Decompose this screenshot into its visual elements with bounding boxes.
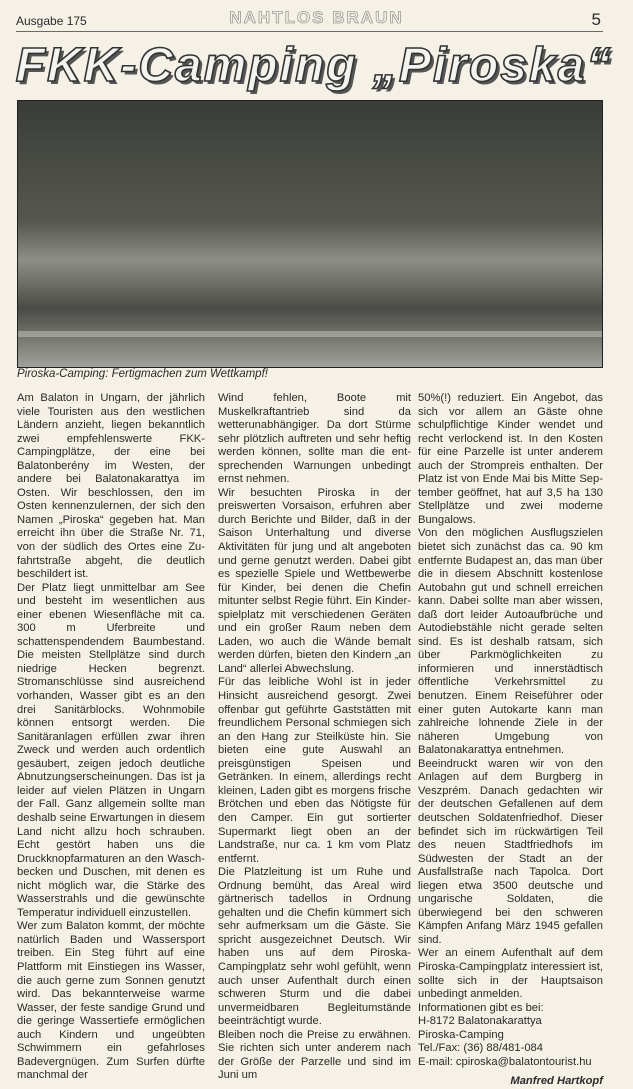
issue-label: Ausgabe 175 [16, 14, 87, 28]
publication-name: NAHTLOS BRAUN [229, 8, 404, 27]
page-number: 5 [591, 10, 601, 29]
paragraph: Wind fehlen, Boote mit Muskelkraftantrieb sind da wetterunabhängiger. Da dort Stürme sehr plötzlich auftreten und sehr heftig werden können, sollte man die entsprechenden Warnungen unbedingt ernst nehmen. [218, 392, 411, 486]
info-phone: Tel./Fax: (36) 88/481-084 [418, 1042, 543, 1055]
article-title: FKK-Camping „Piroska“ [15, 39, 613, 92]
photo-pier [18, 331, 602, 337]
paragraph: Wir besuchten Piroska in der preiswerten Vorsaison, erfuhren aber durch Berichte und Bilder, daß in der Saison Unterhaltung und diverse Aktivitäten für jung und alt angeboten und gerne genutzt werden. Dabei gibt es spezielle Spiele und Wettbewerbe für Kinder, bei denen die Chefin mitunter selbst Regie führt. Ein Kinderspielplatz mit verschiedenen Geräten und ein großer Raum neben dem Laden, wo auch die Wände bemalt werden dürfen, bieten den Kindern „an Land“ allerlei Abwechslung. [218, 486, 411, 675]
paragraph: Wer zum Balaton kommt, der möchte natürlich Baden und Wassersport treiben. Ein Steg führt auf eine Plattform mit Einstiegen ins Wasser, die auch gerne zum Sonnen genutzt wird. Das bekannterweise warme Wasser, der feste sandige Grund und die geringe Wassertiefe ermöglichen auch Kindern und ungeübten Schwimmern ein gefahrloses Badevergnügen. Zum Surfen dürfte manchmal der [17, 920, 205, 1082]
text-column-1 [17, 392, 205, 1083]
contact-info [418, 1002, 603, 1070]
info-email: E-mail: cpiroska@balatontourist.hu [418, 1055, 592, 1068]
paragraph: Am Balaton in Ungarn, der jährlich viele Touristen aus den westlichen Ländern anzieht, liegen bekanntlich zwei empfehlenswerte FKK-Campingplätze, der eine bei Balatonberény im Westen, der andere bei Balatonakarattya im Osten. Wir beschlossen, den im Osten kennenzulernen, der sich den Namen „Piroska“ gegeben hat. Man erreicht ihn über die Straße Nr. 71, von der südlich des Ortes eine Zufahrtstraße abgeht, die deutlich beschildert ist. [17, 392, 205, 581]
text-column-2 [218, 392, 411, 1083]
paragraph: Bleiben noch die Preise zu erwähnen. Sie richten sich unter anderem nach der Größe der Parzelle und sind im Juni um [218, 1028, 411, 1082]
info-line: Informationen gibt es bei: [418, 1001, 544, 1014]
paragraph: Der Platz liegt unmittelbar am See und besteht im wesentlichen aus einer ebenen Wiesenfläche mit ca. 300 m Uferbreite und schattenspendendem Baumbestand. Die meisten Stellplätze sind durch niedrige Hecken begrenzt. Stromanschlüsse sind ausreichend vorhanden, Wasser gibt es an den drei Sanitärblocks. Wohnmobile können entsorgt werden. Die Sanitäranlagen erfüllen zwar ihren Zweck und werden auch ordentlich gesäubert, zeigen jedoch deutliche Abnutzungserscheinungen. Das ist ja leider auf vielen Plätzen in Ungarn der Fall. Ganz allgemein sollte man deshalb seine Erwartungen in diesem Land nicht allzu hoch schrauben. Echt gestört haben uns die Druckknopfarmaturen an den Waschbecken und Duschen, mit denen es nicht möglich war, die Stärke des Wasserstrahls und die gewünschte Temperatur individuell einzustellen. [17, 581, 205, 919]
author-signature: Manfred Hartkopf [510, 1075, 603, 1088]
text-column-3 [418, 392, 603, 1089]
paragraph: Beeindruckt waren wir von den Anlagen auf dem Burgberg in Veszprém. Danach gedachten wir der deutschen Gefallenen auf dem deutschen Soldatenfriedhof. Dieser befindet sich im rückwärtigen Teil des neuen Stadtfriedhofs im Südwesten der Stadt an der Ausfallstraße nach Tapolca. Dort liegen etwa 3500 deutsche und ungarische Soldaten, die überwiegend bei den schweren Kämpfen Anfang März 1945 gefallen sind. [418, 757, 603, 946]
header-rule [16, 31, 603, 32]
info-name: Piroska-Camping [418, 1028, 504, 1041]
paragraph: 50%(!) reduziert. Ein Angebot, das sich vor allem an Gäste ohne schulpflichtige Kinder wendet und recht verlockend ist. In den Kosten für eine Parzelle ist unter anderem auch der Strompreis enthalten. Der Platz ist von Ende Mai bis Mitte September geöffnet, hat auf 3,5 ha 130 Stellplätze und zwei moderne Bungalows. [418, 392, 603, 526]
paragraph: Für das leibliche Wohl ist in jeder Hinsicht ausreichend gesorgt. Zwei offenbar gut geführte Gaststätten mit freundlichem Personal schmiegen sich an den Hang zur Steilküste hin. Sie bieten eine gute Auswahl an preisgünstigen Speisen und Getränken. In einem, allerdings recht kleinen, Laden gibt es morgens frische Brötchen und eben das Nötigste für den Camper. Ein gut sortierter Supermarkt liegt oben an der Landstraße, nur ca. 1 km vom Platz entfernt. [218, 676, 411, 865]
paragraph: Von den möglichen Ausflugszielen bietet sich zunächst das ca. 90 km entfernte Budapest an, das man über die in diesem Abschnitt kostenlose Autobahn gut und schnell erreichen kann. Dabei sollte man aber wissen, daß dort leider Autoaufbrüche und Autodiebstähle nicht gerade selten sind. Es ist deshalb ratsam, sich über Parkmöglichkeiten zu informieren und innerstädtisch öffentliche Verkehrsmittel zu benutzen. Einem Reiseführer oder einer guten Autokarte kann man zahlreiche lohnende Ziele in der näheren Umgebung von Balatonakarattya entnehmen. [418, 527, 603, 757]
photo-caption: Piroska-Camping: Fertigmachen zum Wettkampf! [17, 368, 268, 380]
paragraph: Die Platzleitung ist um Ruhe und Ordnung bemüht, das Areal wird gärtnerisch tadellos in Ordnung gehalten und die Chefin kümmert sich sehr aufmerksam um die Gäste. Sie spricht ausgezeichnet Deutsch. Wir haben uns auf dem Piroska-Campingplatz sehr wohl gefühlt, wenn auch unser Aufenthalt durch einen schweren Sturm und die dabei unvermeidbaren Begleitumstände beeinträchtigt wurde. [218, 866, 411, 1028]
info-address: H-8172 Balatonakarattya [418, 1015, 542, 1028]
paragraph: Wer an einem Aufenthalt auf dem Piroska-Campingplatz interessiert ist, sollte sich in der Hauptsaison unbedingt anmelden. [418, 947, 603, 1001]
article-photo [17, 100, 603, 368]
